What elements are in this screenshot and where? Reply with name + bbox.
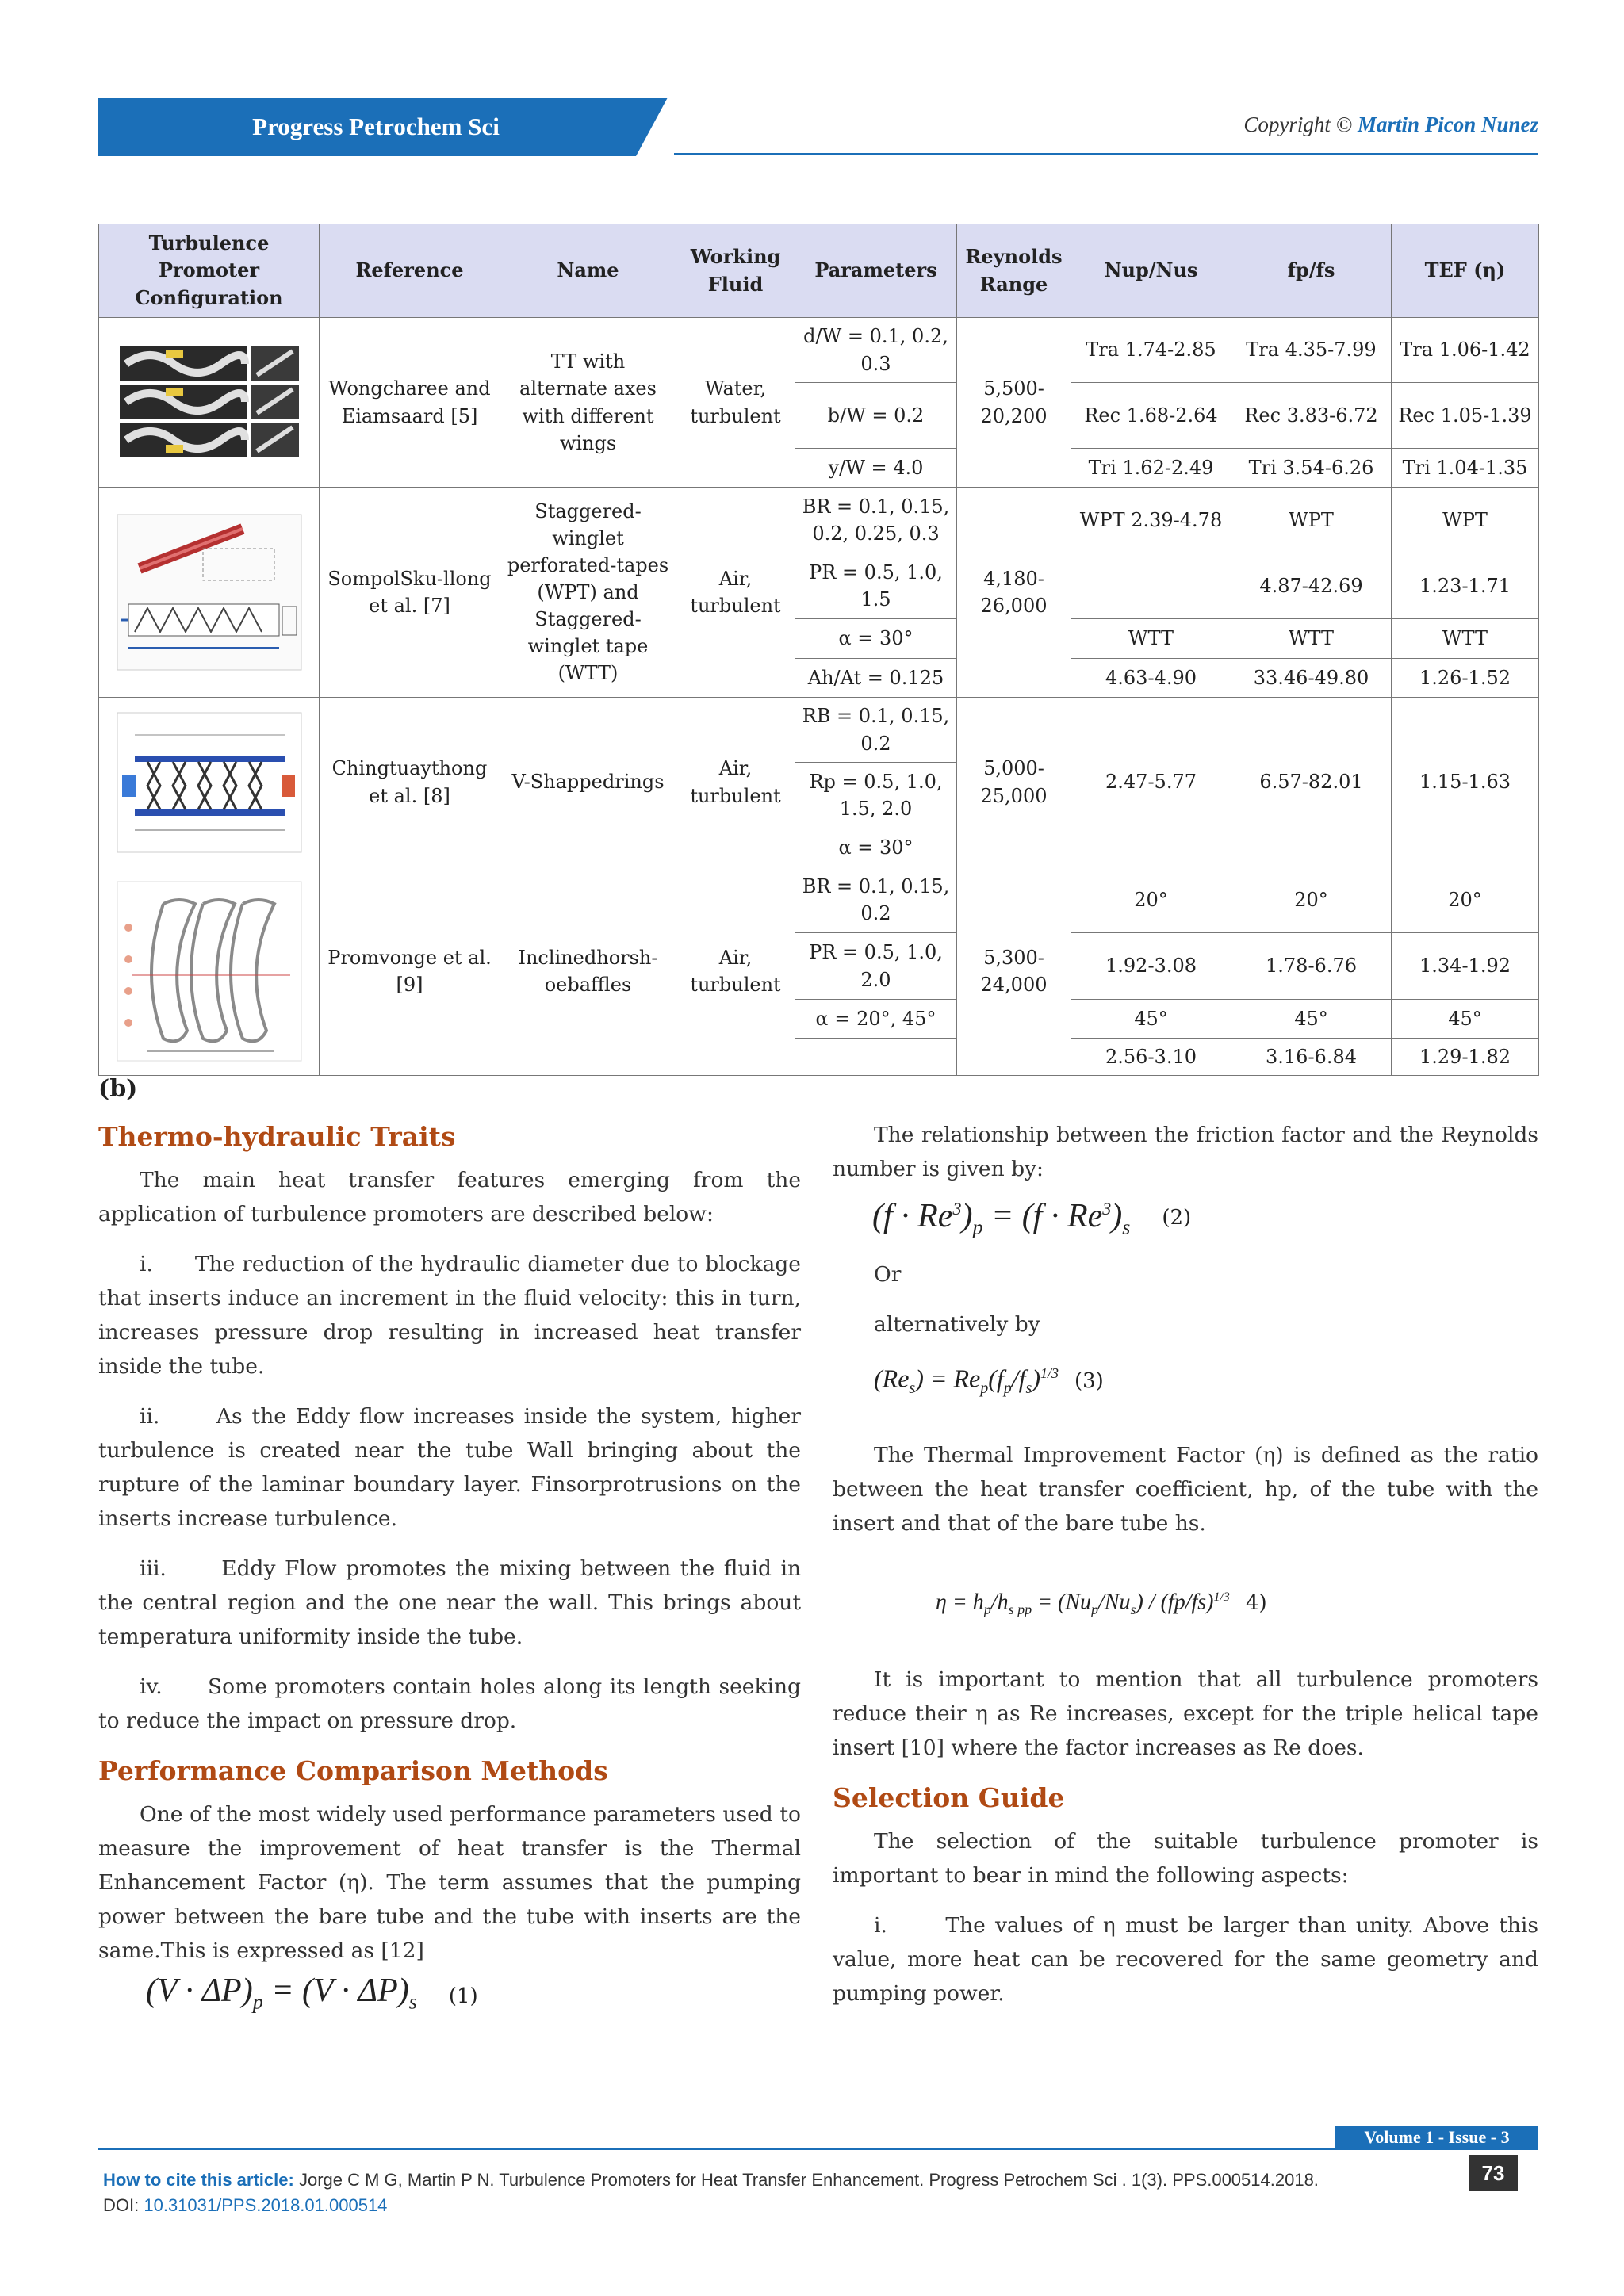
horseshoe-baffles-image [116,880,303,1062]
figure-horseshoe-baffles [99,867,320,1076]
fp-cell: 4.87-42.69 [1231,553,1392,619]
name-cell: TT with alternate axes with different wings [500,318,676,488]
tef-cell: 45° [1392,1000,1539,1039]
citation-label: How to cite this article: [103,2170,294,2190]
list-text: Some promoters contain holes along its length seeking to reduce the impact on pressure drop. [98,1674,802,1733]
nu-cell: 4.63-4.90 [1071,659,1231,698]
tef-cell: 1.29-1.82 [1392,1039,1539,1076]
name-cell: V-Shappedrings [500,698,676,867]
nu-cell: WPT 2.39-4.78 [1071,488,1231,553]
name-cell: Staggered-winglet perforated-tapes (WPT) and Staggered-winglet tape (WTT) [500,488,676,698]
list-number: i. [140,1252,153,1276]
param-cell: BR = 0.1, 0.15, 0.2 [795,867,957,933]
fp-cell: 33.46-49.80 [1231,659,1392,698]
list-number: i. [874,1913,887,1938]
tef-cell: WTT [1392,619,1539,659]
equation-2 [833,1189,1538,1246]
reference-cell: Wongcharee and Eiamsaard [5] [320,318,500,488]
doi-label: DOI: [103,2195,140,2215]
fluid-cell: Air, turbulent [676,488,795,698]
volume-badge: Volume 1 - Issue - 3 [1335,2126,1538,2149]
nu-cell: 45° [1071,1000,1231,1039]
param-cell: Rp = 0.5, 1.0, 1.5, 2.0 [795,763,957,828]
col-header: Working Fluid [676,224,795,318]
tef-cell: 1.23-1.71 [1392,553,1539,619]
table-row [99,698,1539,763]
nu-cell [1071,553,1231,619]
equation-number: (2) [1162,1205,1192,1230]
equation-3 [833,1348,1538,1414]
list-number: iv. [140,1674,163,1699]
left-column [98,1119,801,2019]
paragraph: It is important to mention that all turbulence promoters reduce their η as Re increases, except for the triple helical tape insert [10] where the factor increases as Re does. [833,1667,1538,1760]
list-item [98,1552,801,1654]
equation-number: 4) [1245,1590,1267,1615]
table-row [99,488,1539,553]
fp-cell: Rec 3.83-6.72 [1231,383,1392,449]
nu-cell: Tra 1.74-2.85 [1071,318,1231,383]
nu-cell: 2.56-3.10 [1071,1039,1231,1076]
winglet-tape-image [116,513,303,672]
paragraph: The main heat transfer features emerging from the application of turbulence promoters are described below: [98,1168,801,1226]
comparison-table [98,224,1539,1076]
nu-cell: 20° [1071,867,1231,933]
fp-cell: 3.16-6.84 [1231,1039,1392,1076]
list-text: The reduction of the hydraulic diameter due to blockage that inserts induce an increment in the fluid velocity: this in turn, increases pressure drop resulting in increased heat transfer inside the tube. [98,1252,801,1379]
list-number: iii. [140,1556,167,1581]
paragraph: The selection of the suitable turbulence promoter is important to bear in mind the following aspects: [833,1829,1538,1888]
col-header: Reynolds Range [957,224,1071,318]
equation-body: $(V \cdot \Delta P)_p = (V \cdot \Delta P)_s$ [146,1973,417,2014]
paragraph: The relationship between the friction factor and the Reynolds number is given by: [833,1123,1538,1181]
nu-cell: Rec 1.68-2.64 [1071,383,1231,449]
param-cell: α = 20°, 45° [795,1000,957,1039]
copyright-prefix: Copyright © [1243,113,1353,136]
reynolds-cell: 5,500-20,200 [957,318,1071,488]
fp-cell: 45° [1231,1000,1392,1039]
list-item [98,1399,801,1536]
reference-cell: Chingtuaythong et al. [8] [320,698,500,867]
col-header: Nup/Nus [1071,224,1231,318]
tef-cell: 1.34-1.92 [1392,933,1539,1000]
param-cell: y/W = 4.0 [795,449,957,488]
nu-cell: Tri 1.62-2.49 [1071,449,1231,488]
tef-cell: WPT [1392,488,1539,553]
fp-cell: WTT [1231,619,1392,659]
list-text: Eddy Flow promotes the mixing between the fluid in the central region and the one near the wall. This brings about temperatura uniformity inside the tube. [98,1556,802,1649]
param-cell: α = 30° [795,828,957,867]
equation-body: $(Re_s) = Re_p(f_p/f_s)^{1/3}$ [874,1364,1059,1398]
page-number: 73 [1469,2155,1518,2191]
v-rings-image [116,711,303,854]
param-cell: α = 30° [795,619,957,659]
fp-cell: Tra 4.35-7.99 [1231,318,1392,383]
col-header: Name [500,224,676,318]
paragraph: One of the most widely used performance parameters used to measure the improvement of heat transfer is the Thermal Enhancement Factor (η). The term assumes that the pumping power between the bare tube and the tube with inserts are the same.This is expressed as [12] [98,1802,801,1963]
citation [103,2168,1451,2218]
param-cell: Ah/At = 0.125 [795,659,957,698]
section-heading: Performance Comparison Methods [98,1755,608,1786]
figure-winglet-tape [99,488,320,698]
paragraph: Or [874,1262,902,1287]
tef-cell: Tra 1.06-1.42 [1392,318,1539,383]
paragraph: alternatively by [874,1312,1040,1337]
tef-cell: 1.26-1.52 [1392,659,1539,698]
fp-cell: 20° [1231,867,1392,933]
list-text: As the Eddy flow increases inside the system, higher turbulence is created near the tube Wall bringing about the rupture of the laminar boundary layer. Finsorprotrusions on the inserts increase turbulence. [98,1404,801,1531]
copyright-author: Martin Picon Nunez [1357,113,1538,136]
col-header: Turbulence Promoter Configuration [99,224,320,318]
fluid-cell: Water, turbulent [676,318,795,488]
citation-text: Jorge C M G, Martin P N. Turbulence Promoters for Heat Transfer Enhancement. Progress Petrochem Sci . 1(3). PPS.000514.2018. [298,2170,1319,2190]
doi-link[interactable]: 10.31031/PPS.2018.01.000514 [144,2195,388,2215]
equation-number: (3) [1074,1368,1104,1393]
param-cell: RB = 0.1, 0.15, 0.2 [795,698,957,763]
param-cell: d/W = 0.1, 0.2, 0.3 [795,318,957,383]
reynolds-cell: 5,000-25,000 [957,698,1071,867]
section-heading: Thermo-hydraulic Traits [98,1121,456,1152]
param-cell: BR = 0.1, 0.15, 0.2, 0.25, 0.3 [795,488,957,553]
equation-body: $(f \cdot Re^3)_p = (f \cdot Re^3)_s$ [872,1197,1131,1239]
table-row [99,318,1539,383]
nu-cell: 1.92-3.08 [1071,933,1231,1000]
param-cell: PR = 0.5, 1.0, 1.5 [795,553,957,619]
right-column [833,1118,1538,2026]
figure-twisted-tape [99,318,320,488]
param-cell [795,1039,957,1076]
fp-cell: WPT [1231,488,1392,553]
fluid-cell: Air, turbulent [676,867,795,1076]
fp-cell: 1.78-6.76 [1231,933,1392,1000]
param-cell: PR = 0.5, 1.0, 2.0 [795,933,957,1000]
equation-number: (1) [448,1984,478,2008]
list-number: ii. [140,1404,160,1429]
reynolds-cell: 5,300-24,000 [957,867,1071,1076]
fp-cell: Tri 3.54-6.26 [1231,449,1392,488]
twisted-tape-image [118,343,301,462]
fluid-cell: Air, turbulent [676,698,795,867]
journal-name: Progress Petrochem Sci [252,113,500,140]
tape-panel [120,346,247,381]
table-header-row [99,224,1539,318]
col-header: Reference [320,224,500,318]
list-text: The values of η must be larger than unity. Above this value, more heat can be recovered for the same geometry and pumping power. [833,1913,1538,2006]
equation-1 [98,1974,801,2019]
tef-cell: Rec 1.05-1.39 [1392,383,1539,449]
section-heading: Selection Guide [833,1782,1065,1813]
col-header: fp/fs [1231,224,1392,318]
list-item [833,1908,1538,2011]
reynolds-cell: 4,180-26,000 [957,488,1071,698]
nu-cell: WTT [1071,619,1231,659]
reference-cell: Promvonge et al. [9] [320,867,500,1076]
header-rule [674,153,1538,155]
tef-cell: 20° [1392,867,1539,933]
col-header: Parameters [795,224,957,318]
figure-v-rings [99,698,320,867]
tape-panel [120,423,247,457]
name-cell: Inclinedhorsh-oebaffles [500,867,676,1076]
reference-cell: SompolSku-llong et al. [7] [320,488,500,698]
param-cell: b/W = 0.2 [795,383,957,449]
copyright [1243,113,1538,137]
footer-rule [98,2148,1538,2150]
col-header: TEF (η) [1392,224,1539,318]
tef-cell: Tri 1.04-1.35 [1392,449,1539,488]
tape-panel [120,385,247,419]
nu-cell: 2.47-5.77 [1071,698,1231,867]
paragraph: The Thermal Improvement Factor (η) is defined as the ratio between the heat transfer coefficient, hp, of the tube with the insert and that of the bare tube hs. [833,1443,1538,1536]
table-row [99,867,1539,933]
list-item [98,1247,801,1383]
table-label: (b) [98,1075,138,1103]
equation-4 [833,1544,1538,1663]
list-item [98,1670,801,1738]
equation-body: $\eta = h_p/h_{s pp} = (Nu_p/Nu_s) / (fp/fs)^{1/3}$ [936,1589,1230,1617]
tef-cell: 1.15-1.63 [1392,698,1539,867]
fp-cell: 6.57-82.01 [1231,698,1392,867]
